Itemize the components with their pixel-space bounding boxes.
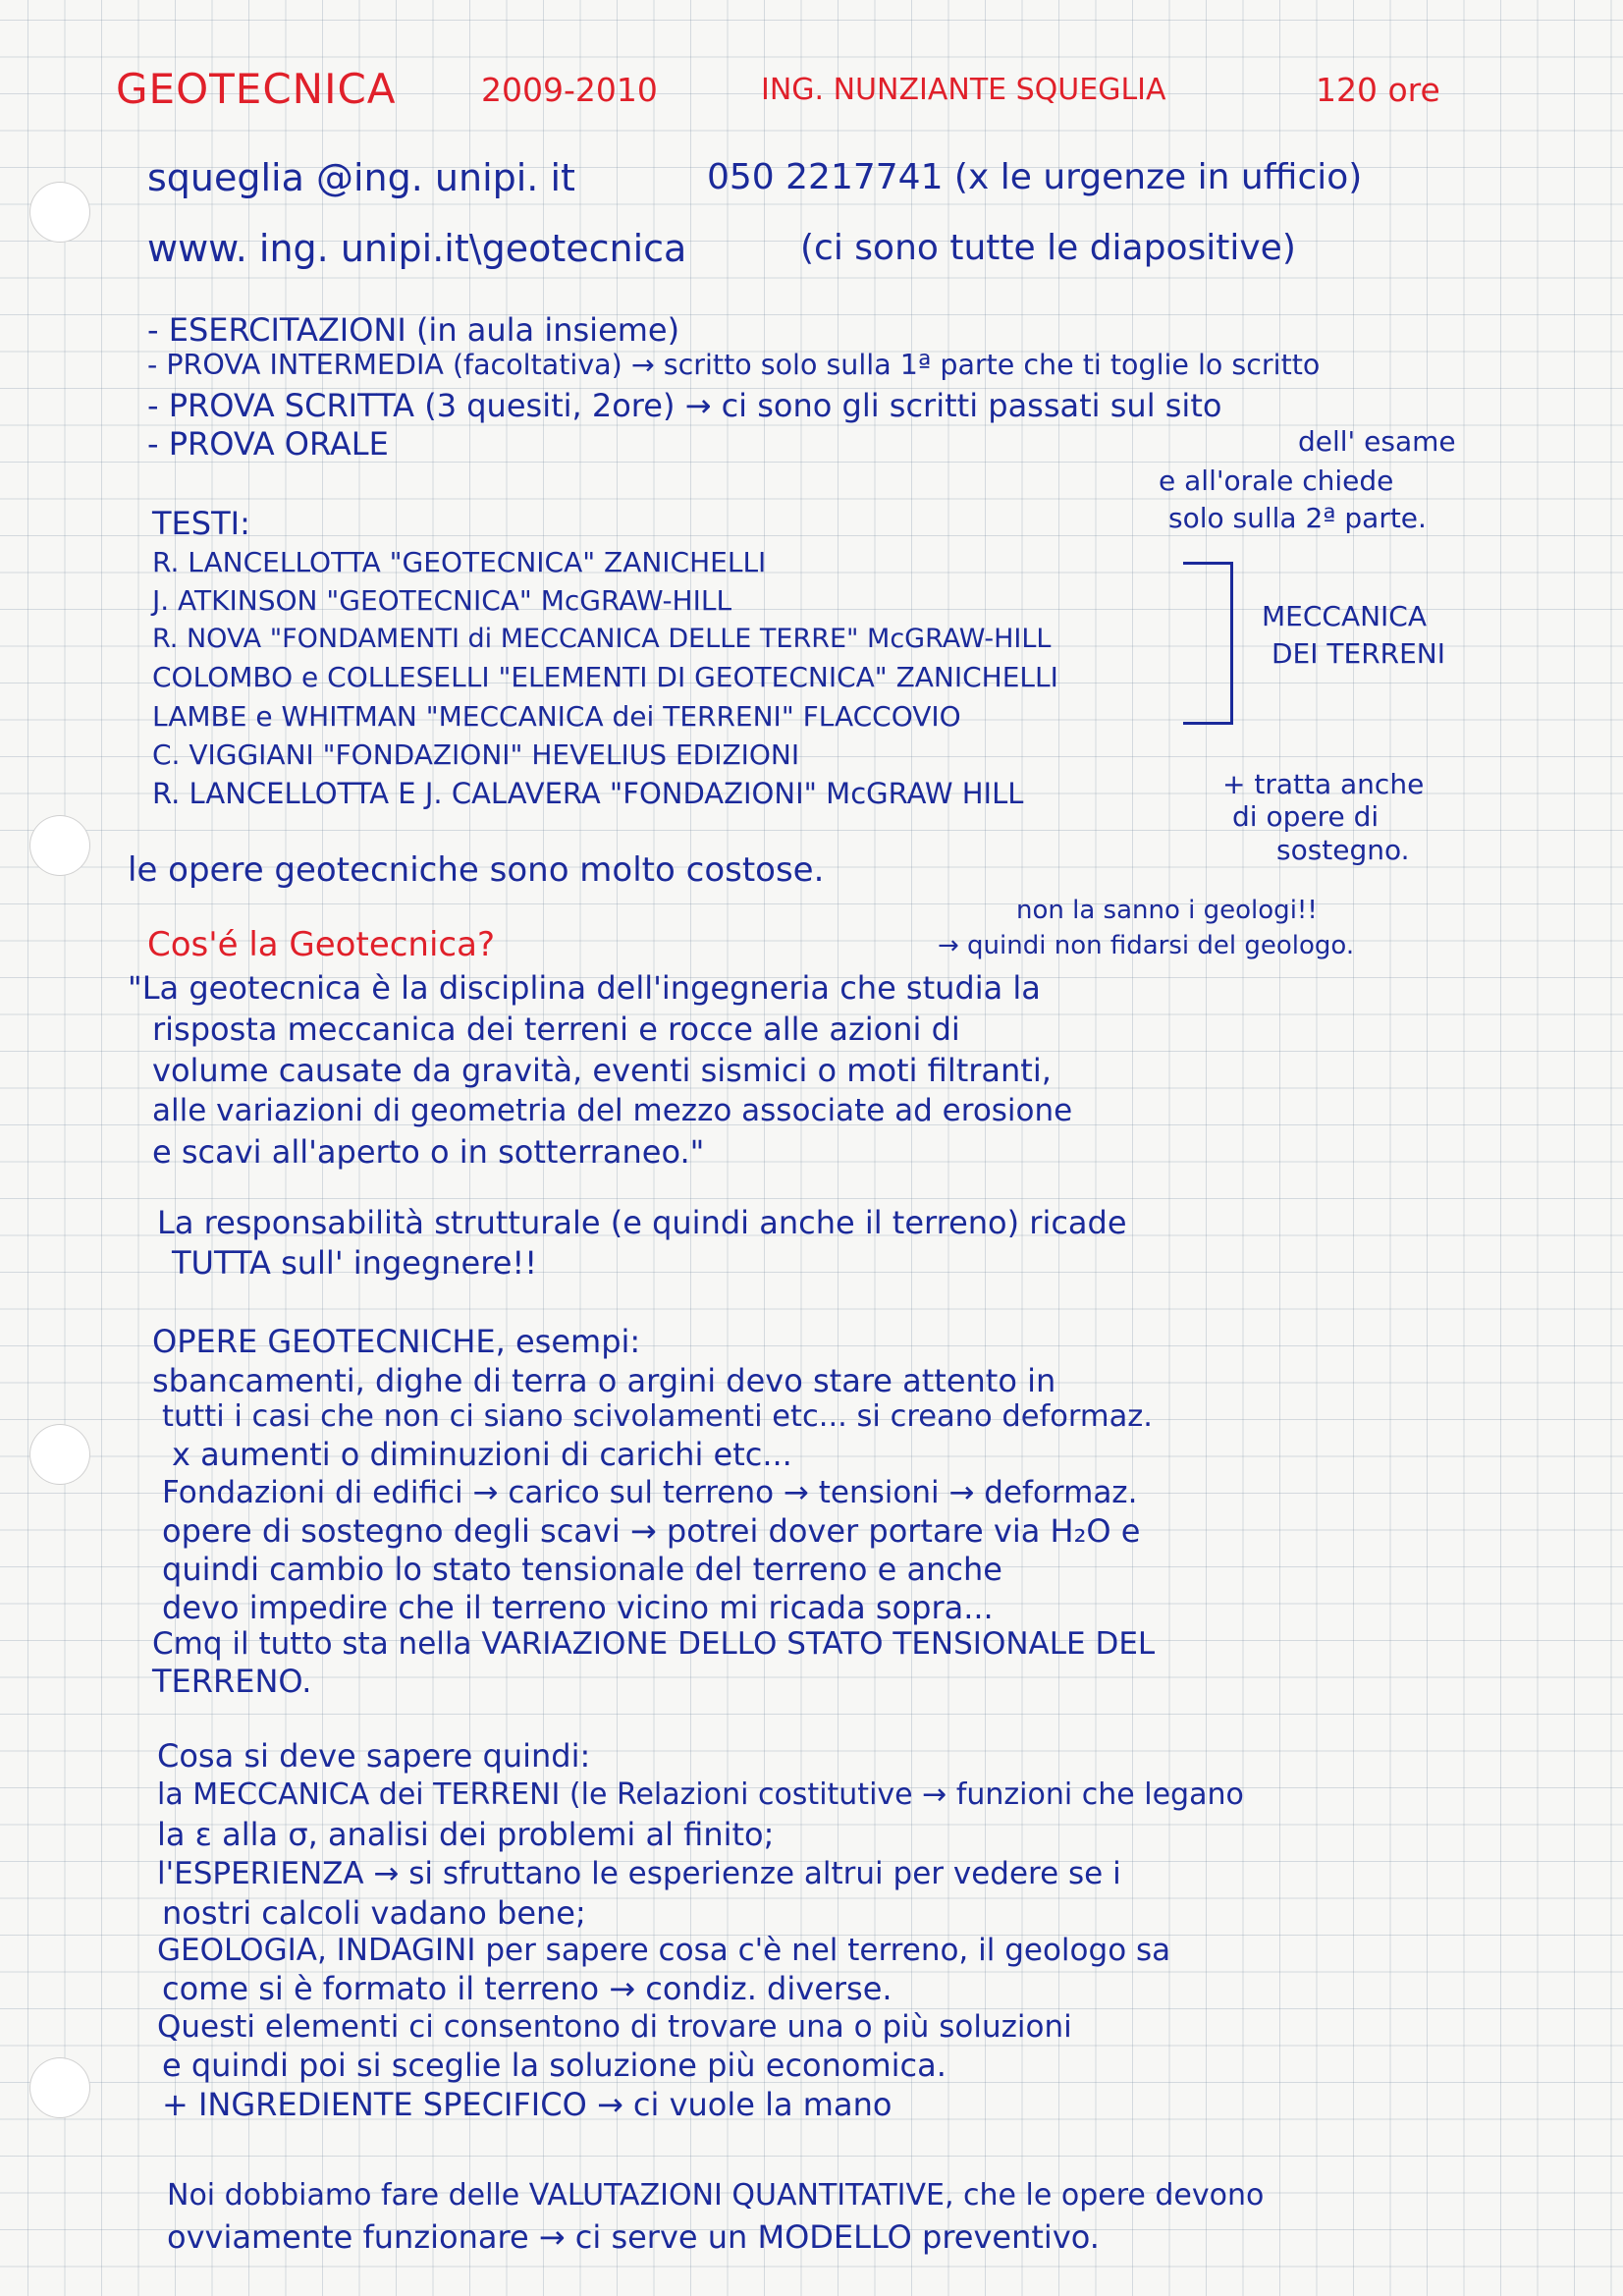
section-question: Cos'é la Geotecnica? bbox=[147, 925, 495, 964]
teacher-name: ING. NUNZIANTE SQUEGLIA bbox=[761, 73, 1166, 107]
exam-item: - PROVA ORALE bbox=[147, 425, 389, 463]
book-entry: R. LANCELLOTTA "GEOTECNICA" ZANICHELLI bbox=[152, 546, 767, 578]
need-line: nostri calcoli vadano bene; bbox=[162, 1894, 586, 1932]
works-line: sbancamenti, dighe di terra o argini devo stare attento in bbox=[152, 1362, 1056, 1399]
need-line: l'ESPERIENZA → si sfruttano le esperienze altrui per vedere se i bbox=[157, 1856, 1121, 1891]
exam-item: - PROVA INTERMEDIA (facoltativa) → scritto solo sulla 1ª parte che ti toglie lo scritto bbox=[147, 349, 1321, 381]
need-line: Cosa si deve sapere quindi: bbox=[157, 1737, 591, 1775]
definition-line: e scavi all'aperto o in sotterraneo." bbox=[152, 1133, 705, 1171]
responsibility-line: La responsabilità strutturale (e quindi anche il terreno) ricade bbox=[157, 1204, 1127, 1241]
exam-side-note: e all'orale chiede bbox=[1159, 465, 1394, 497]
page-title: GEOTECNICA bbox=[116, 65, 397, 113]
book-note: di opere di bbox=[1232, 800, 1380, 833]
works-line: devo impedire che il terreno vicino mi ricada sopra... bbox=[162, 1589, 994, 1626]
binder-hole-2 bbox=[29, 815, 90, 876]
binder-hole-1 bbox=[29, 182, 90, 243]
need-line: la MECCANICA dei TERRENI (le Relazioni costitutive → funzioni che legano bbox=[157, 1777, 1244, 1812]
book-entry: COLOMBO e COLLESELLI "ELEMENTI DI GEOTECNICA" ZANICHELLI bbox=[152, 661, 1058, 693]
works-heading: OPERE GEOTECNICHE, esempi: bbox=[152, 1323, 641, 1360]
book-note: sostegno. bbox=[1276, 834, 1410, 866]
geologist-note: → quindi non fidarsi del geologo. bbox=[938, 931, 1355, 960]
binder-hole-4 bbox=[29, 2057, 90, 2118]
works-line: TERRENO. bbox=[152, 1663, 312, 1700]
definition-line: risposta meccanica dei terreni e rocce alle azioni di bbox=[152, 1011, 960, 1048]
books-bracket bbox=[1183, 562, 1233, 725]
final-line: Noi dobbiamo fare delle VALUTAZIONI QUANTITATIVE, che le opere devono bbox=[167, 2178, 1265, 2213]
phone-number: 050 2217741 (x le urgenze in ufficio) bbox=[707, 157, 1363, 197]
need-line: GEOLOGIA, INDAGINI per sapere cosa c'è nel terreno, il geologo sa bbox=[157, 1933, 1171, 1968]
book-note: + tratta anche bbox=[1222, 768, 1425, 800]
texts-heading: TESTI: bbox=[152, 505, 250, 542]
book-entry: R. LANCELLOTTA E J. CALAVERA "FONDAZIONI" McGRAW HILL bbox=[152, 777, 1024, 810]
exam-side-note: solo sulla 2ª parte. bbox=[1168, 502, 1427, 534]
binder-hole-3 bbox=[29, 1424, 90, 1485]
final-line: ovviamente funzionare → ci serve un MODELLO preventivo. bbox=[167, 2218, 1100, 2256]
costly-statement: le opere geotecniche sono molto costose. bbox=[128, 850, 825, 890]
exam-item: - ESERCITAZIONI (in aula insieme) bbox=[147, 311, 680, 349]
responsibility-line: TUTTA sull' ingegnere!! bbox=[172, 1244, 538, 1282]
exam-side-note: dell' esame bbox=[1298, 425, 1456, 458]
geologist-note: non la sanno i geologi!! bbox=[1016, 896, 1318, 925]
academic-year: 2009-2010 bbox=[481, 71, 658, 109]
works-line: x aumenti o diminuzioni di carichi etc... bbox=[172, 1436, 792, 1473]
book-entry: R. NOVA "FONDAMENTI di MECCANICA DELLE TERRE" McGRAW-HILL bbox=[152, 624, 1052, 654]
course-hours: 120 ore bbox=[1316, 71, 1440, 109]
need-line: e quindi poi si sceglie la soluzione più economica. bbox=[162, 2047, 947, 2084]
definition-line: volume causate da gravità, eventi sismici o moti filtranti, bbox=[152, 1052, 1052, 1089]
need-line: come si è formato il terreno → condiz. diverse. bbox=[162, 1970, 893, 2007]
works-line: quindi cambio lo stato tensionale del terreno e anche bbox=[162, 1551, 1002, 1588]
need-line: la ε alla σ, analisi dei problemi al finito; bbox=[157, 1816, 775, 1853]
works-line: Fondazioni di edifici → carico sul terreno → tensioni → deformaz. bbox=[162, 1475, 1138, 1510]
book-entry: J. ATKINSON "GEOTECNICA" McGRAW-HILL bbox=[152, 584, 732, 617]
works-line: Cmq il tutto sta nella VARIAZIONE DELLO STATO TENSIONALE DEL bbox=[152, 1626, 1156, 1662]
definition-line: "La geotecnica è la disciplina dell'ingegneria che studia la bbox=[128, 969, 1041, 1007]
works-line: tutti i casi che non ci siano scivolamenti etc... si creano deformaz. bbox=[162, 1399, 1154, 1434]
bracket-label: DEI TERRENI bbox=[1271, 637, 1446, 670]
definition-line: alle variazioni di geometria del mezzo associate ad erosione bbox=[152, 1093, 1073, 1128]
website-note: (ci sono tutte le diapositive) bbox=[800, 228, 1296, 268]
book-entry: LAMBE e WHITMAN "MECCANICA dei TERRENI" FLACCOVIO bbox=[152, 700, 961, 733]
need-line: + INGREDIENTE SPECIFICO → ci vuole la mano bbox=[162, 2086, 893, 2123]
works-line: opere di sostegno degli scavi → potrei dover portare via H₂O e bbox=[162, 1512, 1141, 1550]
bracket-label: MECCANICA bbox=[1262, 600, 1428, 632]
exam-item: - PROVA SCRITTA (3 quesiti, 2ore) → ci sono gli scritti passati sul sito bbox=[147, 387, 1222, 424]
email-address: squeglia @ing. unipi. it bbox=[147, 156, 575, 199]
website-url: www. ing. unipi.it\geotecnica bbox=[147, 227, 687, 270]
need-line: Questi elementi ci consentono di trovare una o più soluzioni bbox=[157, 2009, 1072, 2045]
book-entry: C. VIGGIANI "FONDAZIONI" HEVELIUS EDIZIONI bbox=[152, 738, 800, 771]
